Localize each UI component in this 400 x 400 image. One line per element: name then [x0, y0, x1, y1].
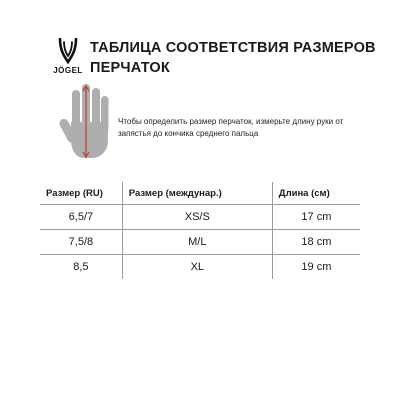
table-row: [40, 255, 360, 280]
cell-size-ru: 8,5: [73, 261, 89, 273]
table-row: [40, 230, 360, 255]
cell-length: 17 cm: [272, 205, 360, 230]
cell-size-ru: 7,5/8: [40, 230, 122, 255]
brand-name: JÖGEL: [53, 66, 83, 75]
cell-size-intl: XL: [122, 255, 272, 280]
measurement-instruction: Чтобы определить размер перчаток, измерьте длину руки от запястья до кончика среднего пальца: [118, 117, 344, 138]
cell-size-intl: M/L: [122, 230, 272, 255]
table-header-row: [40, 182, 360, 205]
hand-measurement-icon: [58, 82, 114, 164]
cell-size-intl: XS/S: [122, 205, 272, 230]
brand-logo: [50, 38, 86, 78]
cell-length: 19 cm: [272, 255, 360, 280]
cell-length: 18 cm: [272, 230, 360, 255]
table-row: [40, 205, 360, 230]
size-table: [40, 182, 360, 279]
jogel-logo-icon: [57, 38, 79, 64]
cell-size-ru: 6,5/7: [40, 205, 122, 230]
header-size-ru: Размер (RU): [40, 182, 122, 205]
header-size-intl: Размер (междунар.): [122, 182, 272, 205]
page-title: ТАБЛИЦА СООТВЕТСТВИЯ РАЗМЕРОВ ПЕРЧАТОК: [90, 40, 376, 76]
header-length: Длина (см): [272, 182, 360, 205]
